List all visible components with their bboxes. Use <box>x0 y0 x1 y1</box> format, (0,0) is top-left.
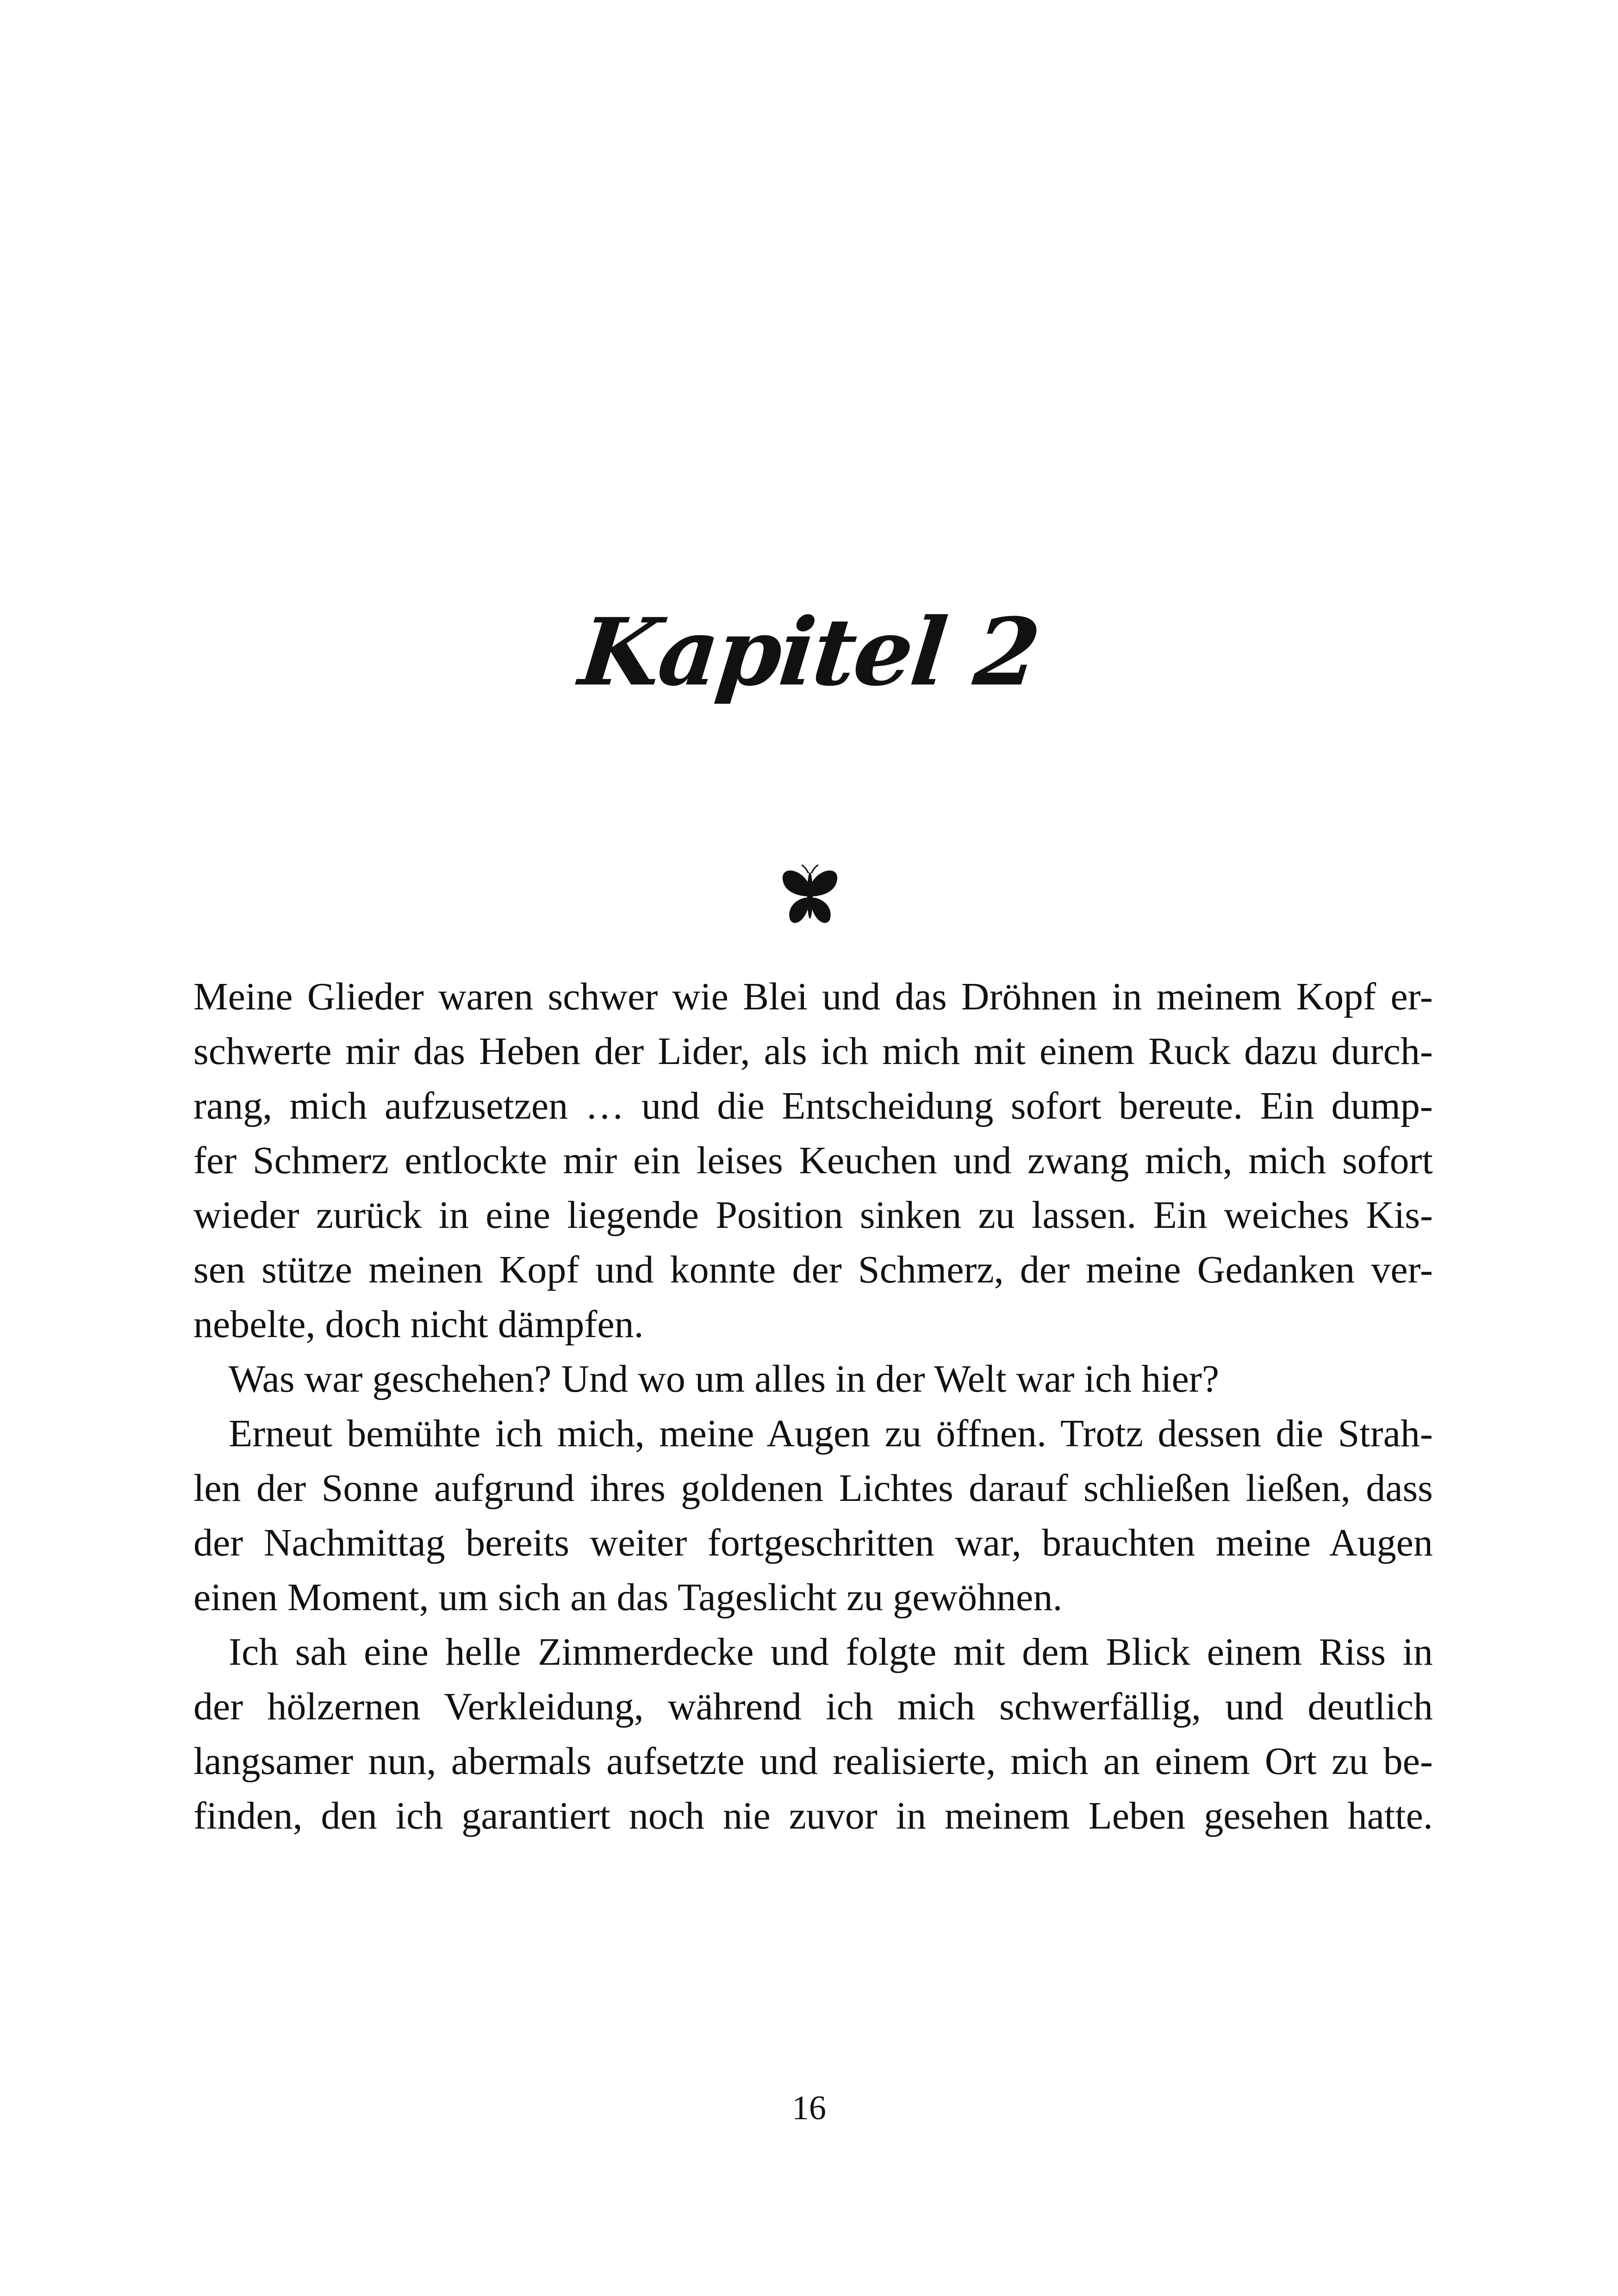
text-line: der hölzernen Verkleidung, während ich mich schwerfällig, und deutlich <box>193 1685 1433 1728</box>
page-number: 16 <box>792 2089 826 2127</box>
text-line: schwerte mir das Heben der Lider, als ich mich mit einem Ruck dazu durch- <box>193 1030 1433 1073</box>
text-line: Erneut bemühte ich mich, meine Augen zu öffnen. Trotz dessen die Strah- <box>229 1412 1433 1455</box>
text-line: Meine Glieder waren schwer wie Blei und das Dröhnen in meinem Kopf er- <box>193 975 1433 1018</box>
paragraph-4 <box>193 1625 1433 1843</box>
text-line: wieder zurück in eine liegende Position sinken zu lassen. Ein weiches Kis- <box>193 1194 1433 1237</box>
paragraph-3 <box>193 1406 1433 1625</box>
paragraph-1 <box>193 970 1433 1352</box>
text-line: finden, den ich garantiert noch nie zuvor in meinem Leben gesehen hatte. <box>193 1794 1433 1837</box>
butterfly-icon <box>780 863 840 928</box>
text-line: Ich sah eine helle Zimmerdecke und folgte mit dem Blick einem Riss in <box>229 1630 1433 1674</box>
chapter-body <box>193 970 1433 1843</box>
chapter-title: Kapitel 2 <box>574 598 1044 707</box>
text-line: Was war geschehen? Und wo um alles in der Welt war ich hier? <box>229 1357 1220 1400</box>
text-line: nebelte, doch nicht dämpfen. <box>193 1303 644 1346</box>
paragraph-2 <box>193 1352 1433 1406</box>
text-line: langsamer nun, abermals aufsetzte und realisierte, mich an einem Ort zu be- <box>193 1740 1433 1783</box>
text-line: rang, mich aufzusetzen … und die Entscheidung sofort bereute. Ein dump- <box>193 1084 1433 1127</box>
text-line: len der Sonne aufgrund ihres goldenen Lichtes darauf schließen ließen, dass <box>193 1467 1433 1510</box>
text-line: einen Moment, um sich an das Tageslicht zu gewöhnen. <box>193 1576 1063 1619</box>
text-line: fer Schmerz entlockte mir ein leises Keuchen und zwang mich, mich sofort <box>193 1139 1433 1182</box>
text-line: der Nachmittag bereits weiter fortgeschritten war, brauchten meine Augen <box>193 1521 1433 1564</box>
text-line: sen stütze meinen Kopf und konnte der Schmerz, der meine Gedanken ver- <box>193 1248 1433 1291</box>
